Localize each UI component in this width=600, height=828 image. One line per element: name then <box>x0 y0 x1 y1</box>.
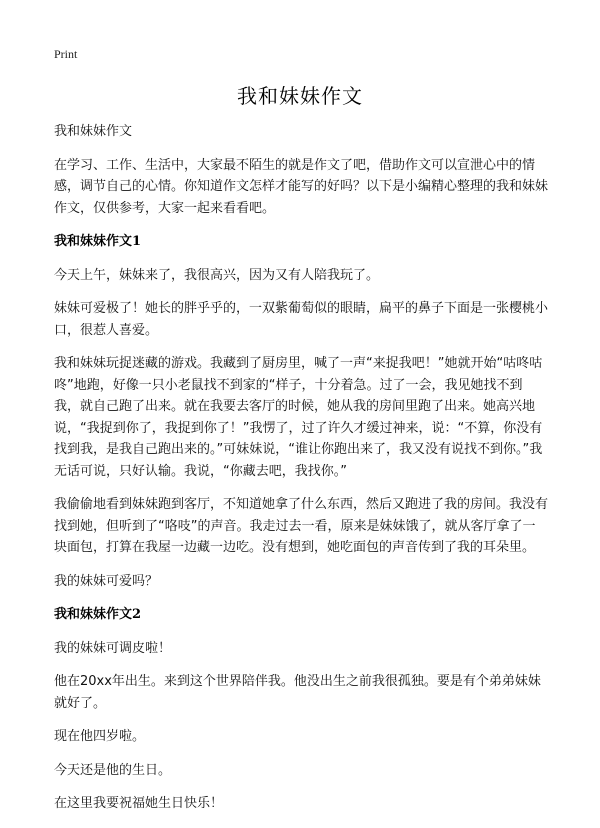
essay-1-heading: 我和妹妹作文1 <box>54 234 142 249</box>
essay-2-paragraph: 现在他四岁啦。 <box>54 729 146 744</box>
essay-1-paragraph: 我偷偷地看到妹妹跑到客厅，不知道她拿了什么东西，然后又跑进了我的房间。我没有找到她，但听到了“咯吱”的声音。我走过去一看，原来是妹妹饿了，就从客厅拿了一块面包，打算在我屋一边藏一边吃。没有想到，她吃面包的声音传到了我的耳朵里。 <box>54 497 549 555</box>
intro-label: 我和妹妹作文 <box>54 124 133 139</box>
print-link[interactable]: Print <box>54 47 78 61</box>
essay-1-paragraph: 妹妹可爱极了！她长的胖乎乎的，一双紫葡萄似的眼睛，扁平的鼻子下面是一张樱桃小口，很惹人喜爱。 <box>54 301 549 338</box>
essay-2-heading: 我和妹妹作文2 <box>54 607 142 622</box>
essay-2-paragraph: 他在20xx年出生。来到这个世界陪伴我。他没出生之前我很孤独。要是有个弟弟妹妹就好了。 <box>54 674 541 711</box>
article-body <box>54 121 548 827</box>
essay-2-paragraph: 在这里我要祝福她生日快乐！ <box>54 796 224 811</box>
essay-2-paragraph: 今天还是他的生日。 <box>54 762 172 778</box>
intro-paragraph: 在学习、工作、生活中，大家最不陌生的就是作文了吧，借助作文可以宣泄心中的情感，调节自己的心情。你知道作文怎样才能写的好吗？以下是小编精心整理的我和妹妹作文，仅供参考，大家一起来看看吧。 <box>54 157 549 216</box>
essay-1-paragraph: 今天上午，妹妹来了，我很高兴，因为又有人陪我玩了。 <box>54 267 380 283</box>
essay-2-paragraph: 我的妹妹可调皮啦！ <box>54 640 172 656</box>
essay-1-paragraph: 我的妹妹可爱吗？ <box>54 573 159 589</box>
essay-1-paragraph: 我和妹妹玩捉迷藏的游戏。我藏到了厨房里，喊了一声“来捉我吧！”她就开始“咕咚咕咚”地跑，好像一只小老鼠找不到家的“样子，十分着急。过了一会，我见她找不到我，就自己跑了出来。就在我要去客厅的时候，她从我的房间里跑了出来。她高兴地说，“我捉到你了，我捉到你了！”我愣了，过了许久才缓过神来，说：“不算，你没有找到我，是我自己跑出来的。”可妹妹说，“谁让你跑出来了，我又没有说找不到你。”我无话可说，只好认输。我说，“你藏去吧，我找你。” <box>54 356 543 479</box>
page-title: 我和妹妹作文 <box>237 84 363 108</box>
